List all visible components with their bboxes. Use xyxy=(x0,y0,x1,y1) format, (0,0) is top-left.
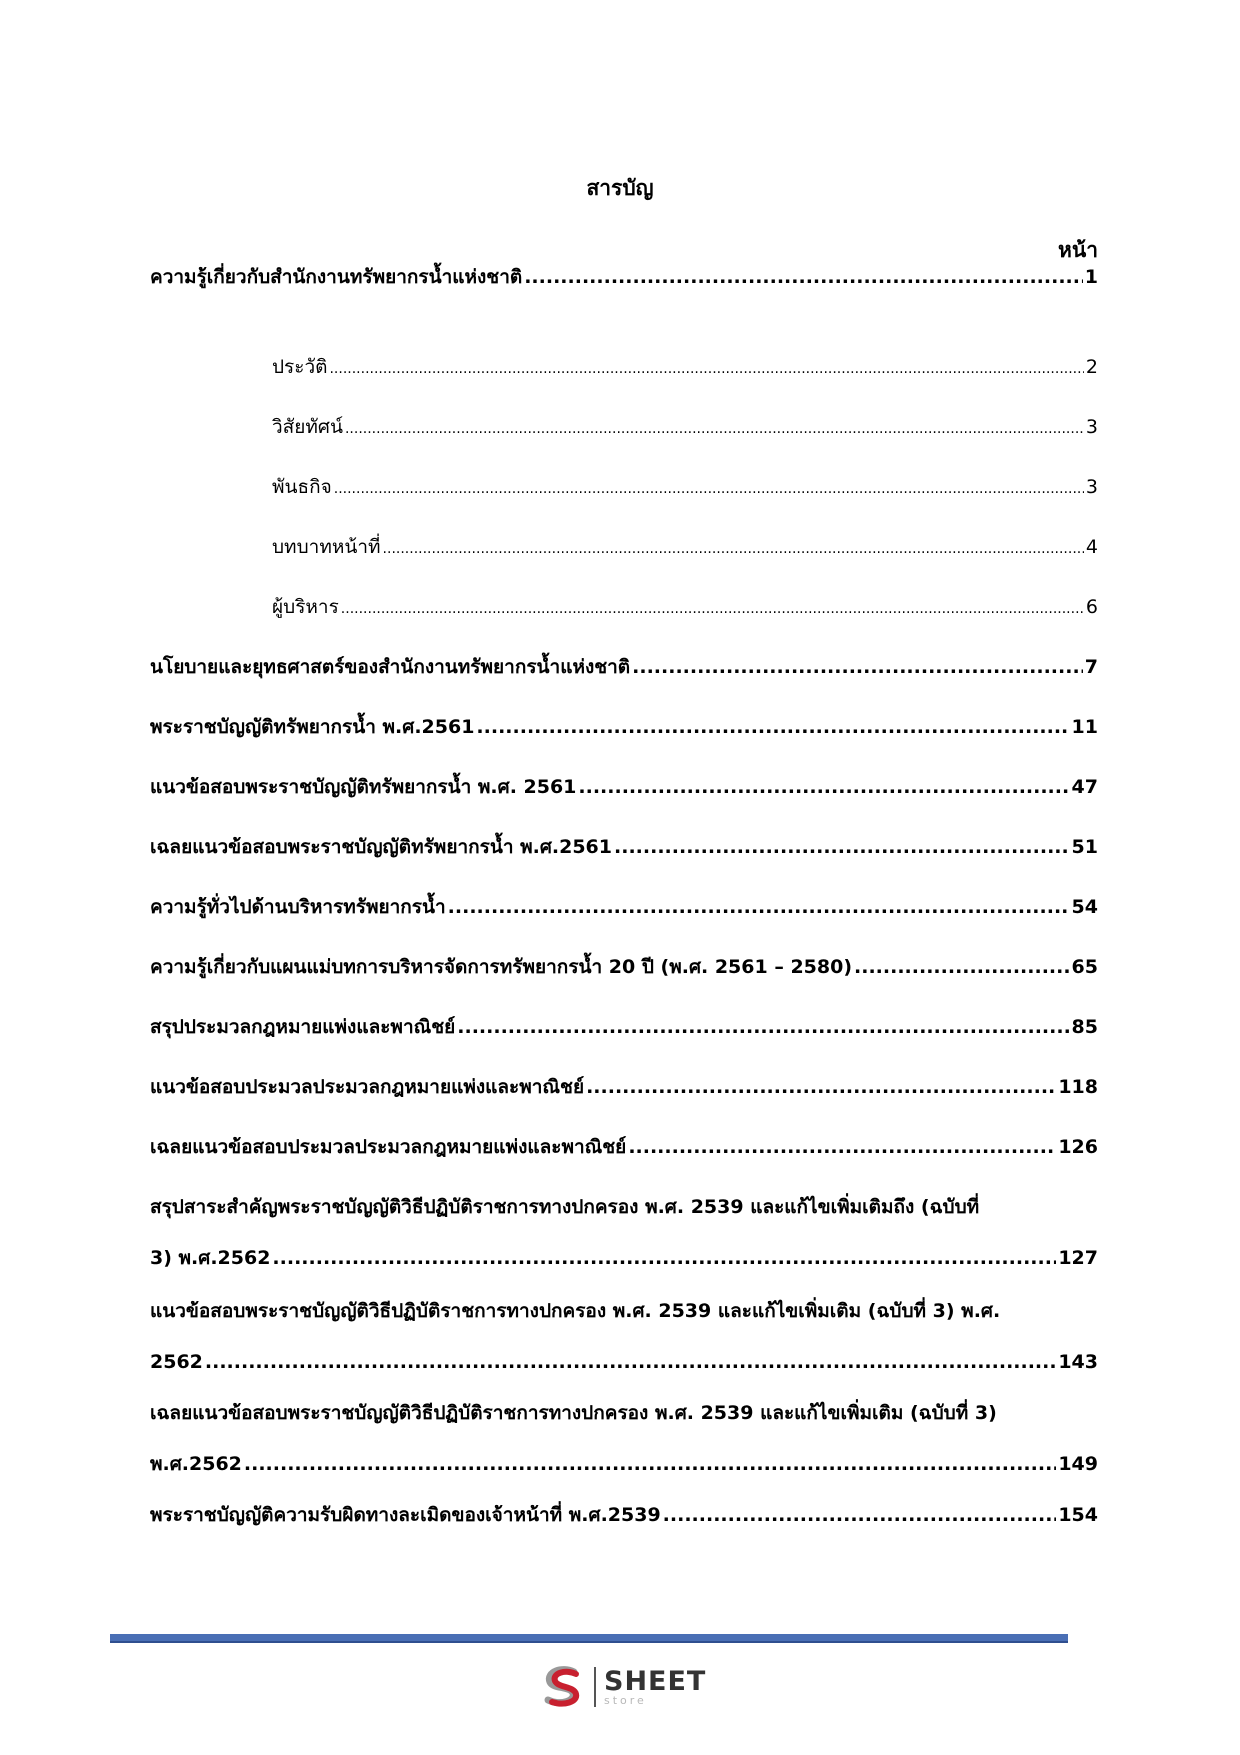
toc-entry[interactable] xyxy=(150,954,1098,980)
toc-entry-page: 54 xyxy=(1071,896,1098,918)
toc-subentry[interactable] xyxy=(272,594,1098,622)
dot-leader xyxy=(448,894,1070,920)
toc-entry-page: 65 xyxy=(1071,956,1098,978)
toc-entry[interactable] xyxy=(150,1074,1098,1100)
toc-entry-label: ผู้บริหาร xyxy=(272,596,339,618)
toc-entry-label: นโยบายและยุทธศาสตร์ของสำนักงานทรัพยากรน้ำแห่งชาติ xyxy=(150,656,631,678)
toc-entry-page: 2 xyxy=(1085,356,1098,378)
footer-divider xyxy=(110,1634,1068,1643)
dot-leader xyxy=(578,774,1069,800)
dot-leader xyxy=(244,1451,1056,1477)
dot-leader xyxy=(632,654,1083,680)
toc-entry-multiline[interactable] xyxy=(150,1298,1098,1375)
dot-leader xyxy=(524,264,1083,290)
toc-entry-label: ประวัติ xyxy=(272,356,328,378)
dot-leader xyxy=(205,1349,1056,1375)
dot-leader xyxy=(663,1502,1057,1528)
dot-leader xyxy=(345,414,1084,442)
dot-leader xyxy=(614,834,1070,860)
dot-leader xyxy=(329,354,1083,382)
toc-entry-label: ความรู้ทั่วไปด้านบริหารทรัพยากรน้ำ xyxy=(150,896,446,918)
logo-text xyxy=(604,1668,706,1706)
toc-entry-label: แนวข้อสอบประมวลประมวลกฎหมายแพ่งและพาณิชย์ xyxy=(150,1076,585,1098)
logo-separator xyxy=(594,1667,596,1707)
dot-leader xyxy=(383,534,1084,562)
toc-title: สารบัญ xyxy=(586,176,654,200)
toc-entry-label: พระราชบัญญัติทรัพยากรน้ำ พ.ศ.2561 xyxy=(150,716,475,738)
dot-leader xyxy=(586,1074,1056,1100)
toc-entry-label: เฉลยแนวข้อสอบพระราชบัญญัติทรัพยากรน้ำ พ.ศ.2561 xyxy=(150,836,613,858)
dot-leader xyxy=(476,714,1069,740)
toc-entry-page: 85 xyxy=(1071,1016,1098,1038)
toc-entry-page: 127 xyxy=(1058,1247,1098,1269)
toc-entry[interactable] xyxy=(150,1134,1098,1160)
toc-entry-page: 154 xyxy=(1058,1504,1098,1526)
toc-entry-multiline[interactable] xyxy=(150,1400,1098,1477)
toc-entry-page: 3 xyxy=(1085,476,1098,498)
dot-leader xyxy=(628,1134,1056,1160)
toc-entry-page: 51 xyxy=(1071,836,1098,858)
toc-entry[interactable] xyxy=(150,894,1098,920)
toc-entry[interactable] xyxy=(150,714,1098,740)
toc-entry-label-line1: แนวข้อสอบพระราชบัญญัติวิธีปฏิบัติราชการทางปกครอง พ.ศ. 2539 และแก้ไขเพิ่มเติม (ฉบับที่ 3) พ.ศ. xyxy=(150,1300,1001,1322)
toc-entry-page: 1 xyxy=(1084,266,1098,288)
toc-entry-label-line1: สรุปสาระสำคัญพระราชบัญญัติวิธีปฏิบัติราชการทางปกครอง พ.ศ. 2539 และแก้ไขเพิ่มเติมถึง (ฉบับที่ xyxy=(150,1196,980,1218)
dot-leader xyxy=(272,1245,1056,1271)
dot-leader xyxy=(457,1014,1069,1040)
toc-subentry[interactable] xyxy=(272,414,1098,442)
toc-entry-page: 143 xyxy=(1058,1351,1098,1373)
toc-entry[interactable] xyxy=(150,654,1098,680)
logo-wordmark: SHEET xyxy=(604,1666,707,1697)
toc-entry-label: ความรู้เกี่ยวกับแผนแม่บทการบริหารจัดการทรัพยากรน้ำ 20 ปี (พ.ศ. 2561 – 2580) xyxy=(150,956,853,978)
page-column-header: หน้า xyxy=(1058,238,1098,262)
toc-entry[interactable] xyxy=(150,834,1098,860)
sheet-store-s-icon xyxy=(540,1664,586,1710)
toc-entry-page: 47 xyxy=(1071,776,1098,798)
toc-entry-label: พระราชบัญญัติความรับผิดทางละเมิดของเจ้าหน้าที่ พ.ศ.2539 xyxy=(150,1504,661,1526)
toc-entry-page: 118 xyxy=(1058,1076,1098,1098)
toc-entry-label: แนวข้อสอบพระราชบัญญัติทรัพยากรน้ำ พ.ศ. 2561 xyxy=(150,776,577,798)
toc-subentry[interactable] xyxy=(272,354,1098,382)
dot-leader xyxy=(341,594,1084,622)
toc-entry[interactable] xyxy=(150,264,1098,290)
toc-entry-label-line2: 3) พ.ศ.2562 xyxy=(150,1247,271,1269)
toc-entry-page: 3 xyxy=(1085,416,1098,438)
toc-entry-multiline[interactable] xyxy=(150,1194,1098,1271)
logo-subtext: store xyxy=(604,1694,647,1707)
toc-entry-label: เฉลยแนวข้อสอบประมวลประมวลกฎหมายแพ่งและพาณิชย์ xyxy=(150,1136,627,1158)
toc-entry-label: วิสัยทัศน์ xyxy=(272,416,343,438)
toc-entry-label-line2: พ.ศ.2562 xyxy=(150,1453,242,1475)
toc-entry[interactable] xyxy=(150,1502,1098,1528)
toc-entry-page: 7 xyxy=(1084,656,1098,678)
toc-entry-label-line2: 2562 xyxy=(150,1351,203,1373)
toc-entry-label: สรุปประมวลกฎหมายแพ่งและพาณิชย์ xyxy=(150,1016,456,1038)
toc-subentry[interactable] xyxy=(272,534,1098,562)
toc-entry-page: 6 xyxy=(1085,596,1098,618)
toc-entry-page: 11 xyxy=(1071,716,1098,738)
toc-entry-page: 126 xyxy=(1058,1136,1098,1158)
toc-entry-label: พันธกิจ xyxy=(272,476,332,498)
dot-leader xyxy=(334,474,1084,502)
toc-entry-label: บทบาทหน้าที่ xyxy=(272,536,381,558)
toc-entry-label: ความรู้เกี่ยวกับสำนักงานทรัพยากรน้ำแห่งชาติ xyxy=(150,266,523,288)
dot-leader xyxy=(854,954,1070,980)
toc-entry-page: 149 xyxy=(1058,1453,1098,1475)
toc-entry[interactable] xyxy=(150,774,1098,800)
toc-entry[interactable] xyxy=(150,1014,1098,1040)
toc-entry-page: 4 xyxy=(1085,536,1098,558)
sheet-store-logo xyxy=(540,1662,706,1712)
toc-subentry[interactable] xyxy=(272,474,1098,502)
toc-entry-label-line1: เฉลยแนวข้อสอบพระราชบัญญัติวิธีปฏิบัติราชการทางปกครอง พ.ศ. 2539 และแก้ไขเพิ่มเติม (ฉบับที่ 3) xyxy=(150,1402,997,1424)
